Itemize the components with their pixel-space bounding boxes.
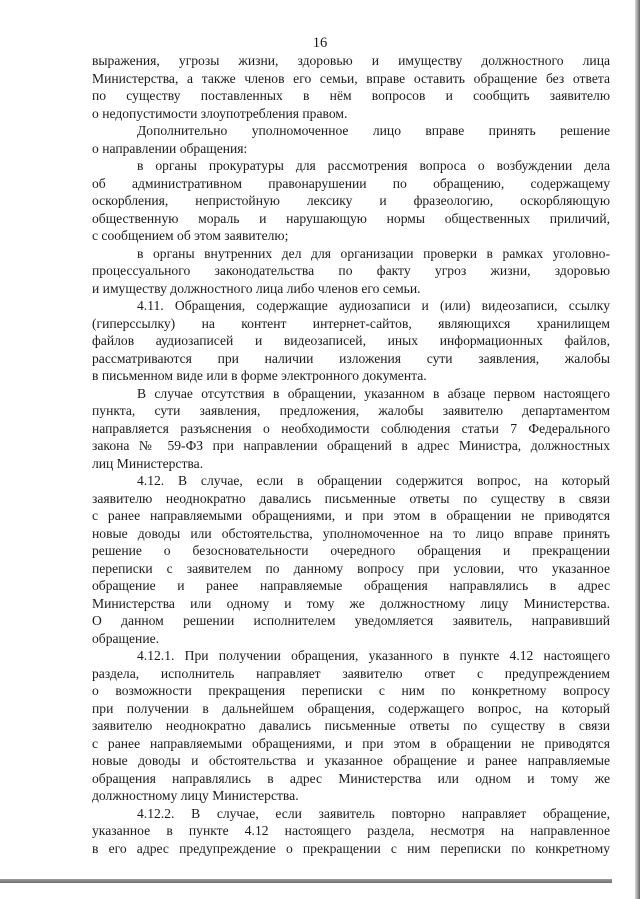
text-line: 4.12. В случае, если в обращении содержится вопрос, на который [137,473,610,488]
text-line: файлов аудиозаписей и видеозаписей, иных информационных файлов, [92,333,610,348]
text-line: об административном правонарушении по обращению, содержащему [92,175,610,191]
text-line: по существу поставленных в нём вопросов и сообщить заявителю [92,88,610,103]
text-line: о направлении обращения: [92,140,248,156]
text-line: 4.12.2. В случае, если заявитель повторно направляет обращение, [137,805,610,821]
scan-edge-right [635,0,640,899]
text-line: переписки с заявителем по данному вопросу при условии, что указанное [92,560,610,576]
text-line: в органы внутренних дел для организации проверки в рамках уголовно- [137,245,610,261]
text-line: в письменном виде или в форме электронного документа. [92,368,427,383]
text-line: обращение. [92,630,160,646]
text-line: (гиперссылку) на контент интернет-сайтов, являющихся хранилищем [92,315,610,331]
text-line: о возможности прекращения переписки с ним по конкретному вопросу [92,683,610,698]
text-line: направляется разъяснения о необходимости соблюдения статьи 7 Федерального [92,420,610,436]
text-line: Министерства, а также членов его семьи, вправе оставить обращение без ответа [92,70,610,86]
text-line: раздела, исполнитель направляет заявителю ответ с предупреждением [92,665,610,681]
text-line: 4.12.1. При получении обращения, указанного в пункте 4.12 настоящего [137,648,610,663]
text-line: новые доводы или обстоятельства, уполномоченное на то лицо вправе принять [92,525,610,541]
text-line: с ранее направляемыми обращениями, и при этом в обращении не приводятся [92,735,610,751]
text-line: и имуществу должностного лица либо членов его семьи. [92,280,421,296]
text-line: новые доводы и обстоятельства и указанное обращение и ранее направляемые [92,753,610,768]
text-line: оскорбления, непристойную лексику и фразеологию, оскорбляющую [92,193,610,208]
text-line: заявителю неоднократно давались письменные ответы по существу в связи [92,718,610,733]
text-line: процессуального законодательства по факту угроз жизни, здоровью [92,263,610,278]
text-line: заявителю неоднократно давались письменные ответы по существу в связи [92,490,610,506]
text-line: рассматриваются при наличии изложения сути заявления, жалобы [92,350,610,366]
text-line: о недопустимости злоупотребления правом. [92,105,348,121]
document-body [92,52,610,857]
text-line: общественную мораль и нарушающую нормы общественных приличий, [92,210,610,226]
text-line: О данном решении исполнителем уведомляется заявитель, направивший [92,613,610,628]
page-number: 16 [312,35,328,51]
text-line: должностному лицу Министерства. [92,788,299,803]
text-line: с сообщением об этом заявителю; [92,228,289,243]
text-line: указанное в пункте 4.12 настоящего раздела, несмотря на направленное [92,823,610,838]
text-line: Министерства или одному и тому же должностному лицу Министерства. [92,595,610,611]
text-line: в его адрес предупреждение о прекращении с ним переписки по конкретному [92,840,610,856]
text-line: обращения направлялись в адрес Министерства или одном и тому же [92,770,610,786]
text-line: В случае отсутствия в обращении, указанном в абзаце первом настоящего [137,385,610,401]
text-line: 4.11. Обращения, содержащие аудиозаписи и (или) видеозаписи, ссылку [137,298,610,313]
text-line: пункта, сути заявления, предложения, жалобы заявителю департаментом [92,403,610,418]
scan-edge-bottom [0,879,612,883]
text-line: закона № 59-ФЗ при направлении обращений в адрес Министра, должностных [92,438,610,453]
text-line: в органы прокуратуры для рассмотрения вопроса о возбуждении дела [137,158,610,173]
text-line: выражения, угрозы жизни, здоровью и имуществу должностного лица [92,53,610,68]
text-line: лиц Министерства. [92,455,204,471]
text-line: с ранее направляемыми обращениями, и при этом в обращении не приводятся [92,508,610,523]
text-line: обращение и ранее направляемые обращения направлялись в адрес [92,578,610,593]
text-line: решение о безосновательности очередного обращения и прекращении [92,543,610,558]
text-line: Дополнительно уполномоченное лицо вправе принять решение [137,123,610,138]
text-line: при получении в дальнейшем обращения, содержащего вопрос, на который [92,700,610,716]
